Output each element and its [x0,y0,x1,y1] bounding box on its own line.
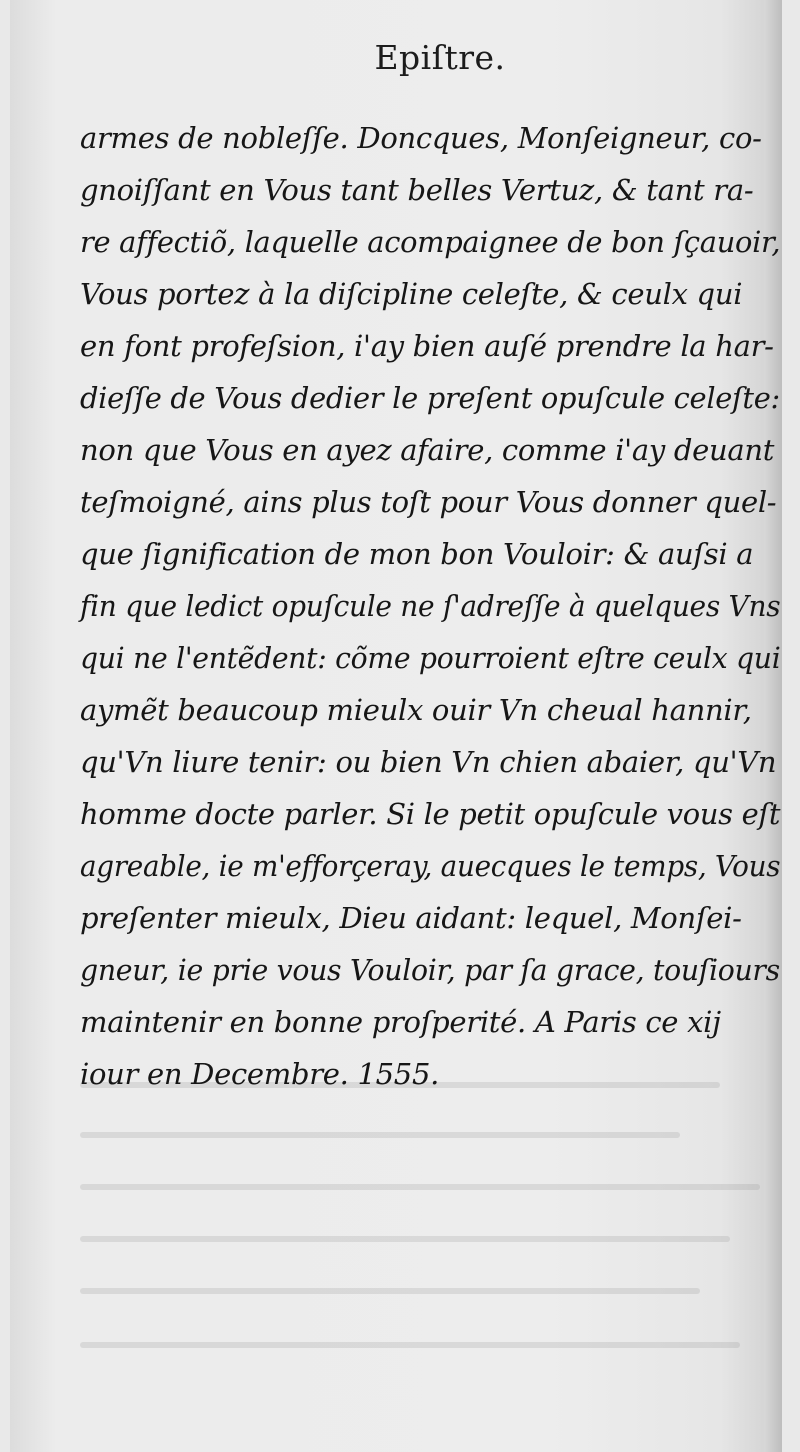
text-line: aymẽt beaucoup mieulx ouir Vn cheual hannir, [80,693,752,727]
text-line: homme docte parler. Si le petit opuſcule vous eſt [80,797,781,831]
book-page [10,0,782,1452]
text-line: armes de nobleſſe. Doncques, Monſeigneur, co- [80,121,762,155]
bleed-through-text [80,1060,780,1400]
text-line: Vous portez à la diſcipline celeſte, & ceulx qui [80,277,743,311]
text-line: qui ne l'entẽdent: cõme pourroient eſtre ceulx qui [80,641,781,675]
page-title: Epiſtre. [374,38,506,77]
text-line: en font profeſsion, i'ay bien auſé prendre la har- [80,329,774,363]
text-line: preſenter mieulx, Dieu aidant: lequel, Monſei- [80,901,742,935]
text-line: agreable, ie m'efforçeray, auecques le temps, Vous [80,849,781,883]
text-line: re affectiõ, laquelle acompaignee de bon ſçauoir, [80,225,781,259]
text-line: iour en Decembre. 1555. [80,1057,440,1091]
epistle-text [80,112,780,1100]
text-line: qu'Vn liure tenir: ou bien Vn chien abaier, qu'Vn [80,745,777,779]
text-line: dieſſe de Vous dedier le preſent opuſcule celeſte: [80,381,780,415]
text-line: non que Vous en ayez afaire, comme i'ay deuant [80,433,775,467]
text-line: gnoiſſant en Vous tant belles Vertuz, & tant ra- [80,173,754,207]
text-line: teſmoigné, ains plus toſt pour Vous donner quel- [80,485,777,519]
text-line: fin que ledict opuſcule ne ſ'adreſſe à quelques Vns [80,589,781,623]
text-line: que ſignification de mon bon Vouloir: & auſsi a [80,537,754,571]
text-line: gneur, ie prie vous Vouloir, par ſa grace, touſiours [80,953,780,987]
text-line: maintenir en bonne proſperité. A Paris ce xij [80,1005,721,1039]
